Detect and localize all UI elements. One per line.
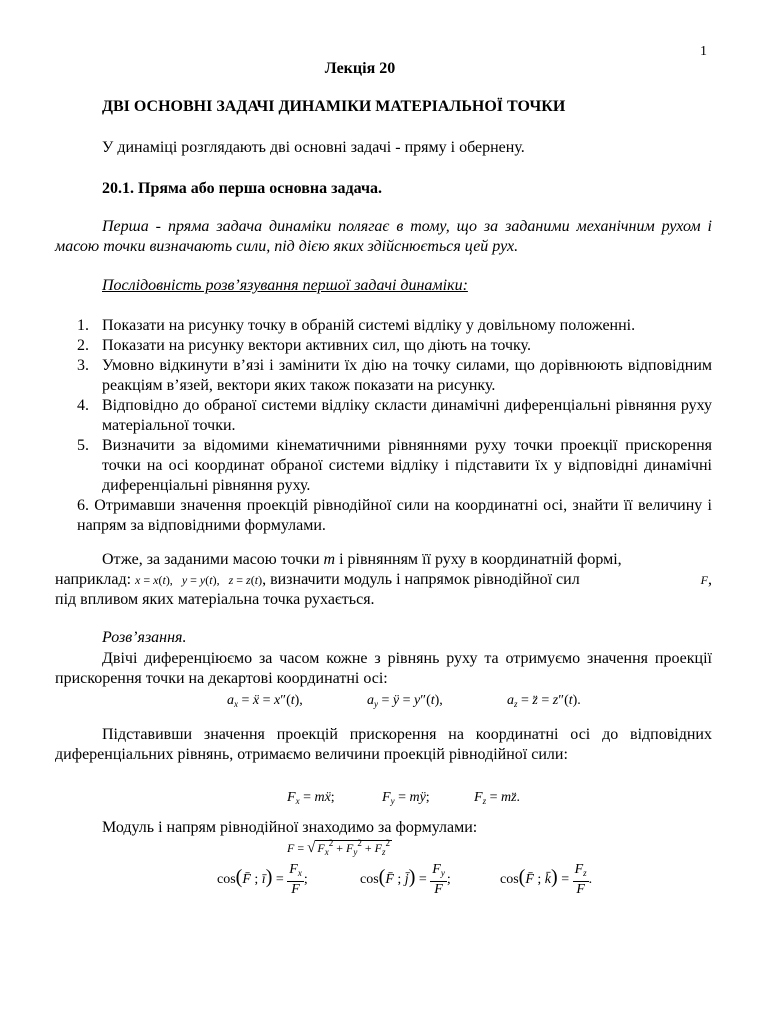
given-paragraph: [55, 550, 712, 610]
list-item: [55, 396, 712, 436]
given-line-2-right: [701, 570, 712, 590]
given-line-1: [55, 550, 712, 570]
given-text: ,: [708, 571, 712, 588]
direction-cosine-z-formula: cos(F̄ ; k̄) = $\frac{F_z}{F}$ .: [500, 862, 593, 897]
mass-symbol: m: [323, 551, 336, 568]
force-z-formula: $F_z$ = mz̈.: [474, 790, 521, 806]
page-title: ДВІ ОСНОВНІ ЗАДАЧІ ДИНАМІКИ МАТЕРІАЛЬНОЇ ТОЧКИ: [102, 98, 566, 115]
substitution-paragraph: Підставивши значення проекцій прискорення на координатні осі до відповідних диференціальних рівнянь, отримаємо величини проекцій рівнодійної сили:: [55, 726, 712, 763]
intro-paragraph: У динаміці розглядають дві основні задачі - пряму і обернену.: [102, 139, 525, 156]
diff-paragraph: Двічі диференціюємо за часом кожне з рівнянь руху та отримуємо значення проекції прискорення точки на декартові координатні осі:: [55, 650, 712, 687]
sequence-heading-text: Послідовність розв’язування першої задачі динаміки:: [102, 277, 468, 294]
list-item: [55, 496, 712, 536]
solution-heading: Розв’язання.: [102, 629, 187, 646]
list-item-text: Показати на рисунку точку в обраній системі відліку у довільному положенні.: [102, 317, 636, 334]
page-number: 1: [700, 44, 707, 59]
list-item-number: 2.: [77, 337, 89, 354]
list-item: [55, 316, 712, 336]
list-item: [55, 336, 712, 356]
given-text: Отже, за заданими масою точки: [102, 551, 324, 568]
force-modulus-formula: F = √ $F_x^2 + F_y^2 + F_z^2$: [287, 838, 390, 857]
acceleration-y-formula: $a_y$ = ÿ = y″(t),: [367, 693, 443, 709]
force-symbol: F: [700, 573, 708, 587]
force-y-formula: $F_y$ = mÿ;: [382, 790, 430, 806]
given-text: наприклад:: [55, 571, 136, 588]
given-text: і рівнянням її руху в координатній формі,: [335, 551, 622, 568]
list-item-number: 4.: [77, 397, 89, 414]
section-heading: 20.1. Пряма або перша основна задача.: [102, 180, 382, 197]
motion-equations: x = x(t), y = y(t), z = z(t): [135, 573, 263, 587]
list-item-number: 1.: [77, 317, 89, 334]
list-item-text: Показати на рисунку вектори активних сил, що діють на точку.: [102, 337, 531, 354]
direction-cosine-x-formula: cos(F̄ ; ī) = $\frac{F_x}{F}$ ;: [217, 862, 308, 897]
steps-list: [55, 316, 712, 536]
list-item-text: Відповідно до обраної системи відліку скласти динамічні диференціальні рівняння руху матеріальної точки.: [102, 397, 712, 434]
lecture-heading: Лекція 20: [324, 60, 396, 77]
modulus-paragraph: Модуль і напрям рівнодійної знаходимо за формулами:: [102, 819, 478, 836]
list-item-text: Визначити за відомими кінематичними рівняннями руху точки проекції прискорення точки на осі координат обраної системи відліку і підставити їх у відповідні динамічні диференціальні рівняння руху.: [102, 437, 712, 494]
sequence-heading: [55, 276, 712, 296]
list-item-number: 5.: [77, 437, 89, 454]
list-item-number: 3.: [77, 357, 89, 374]
force-x-formula: $F_x$ = mẍ;: [287, 790, 335, 806]
given-line-2: [55, 570, 712, 590]
list-item-text: Умовно відкинути в’язі і замінити їх дію на точку силами, що дорівнюють відповідним реакціям в’язей, вектори яких також показати на рисунку.: [102, 357, 712, 394]
given-line-3: під впливом яких матеріальна точка рухається.: [55, 591, 375, 608]
acceleration-z-formula: $a_z$ = z̈ = z″(t).: [507, 693, 581, 709]
list-item-text: 6. Отримавши значення проекцій рівнодійної сили на координатні осі, знайти її величину і напрям за відповідними формулами.: [77, 497, 712, 534]
given-text: , визначити модуль і напрямок рівнодійної сил: [262, 571, 580, 588]
acceleration-x-formula: $a_x$ = ẍ = x″(t),: [227, 693, 303, 709]
definition-paragraph: Перша - пряма задача динаміки полягає в тому, що за заданими механічним рухом і масою точки визначають сили, під дією яких здійснюється цей рух.: [55, 218, 712, 255]
direction-cosine-y-formula: cos(F̄ ; j̄) = $\frac{F_y}{F}$ ;: [360, 862, 451, 897]
list-item: [55, 356, 712, 396]
list-item: [55, 436, 712, 496]
given-line-2-left: [55, 570, 580, 590]
